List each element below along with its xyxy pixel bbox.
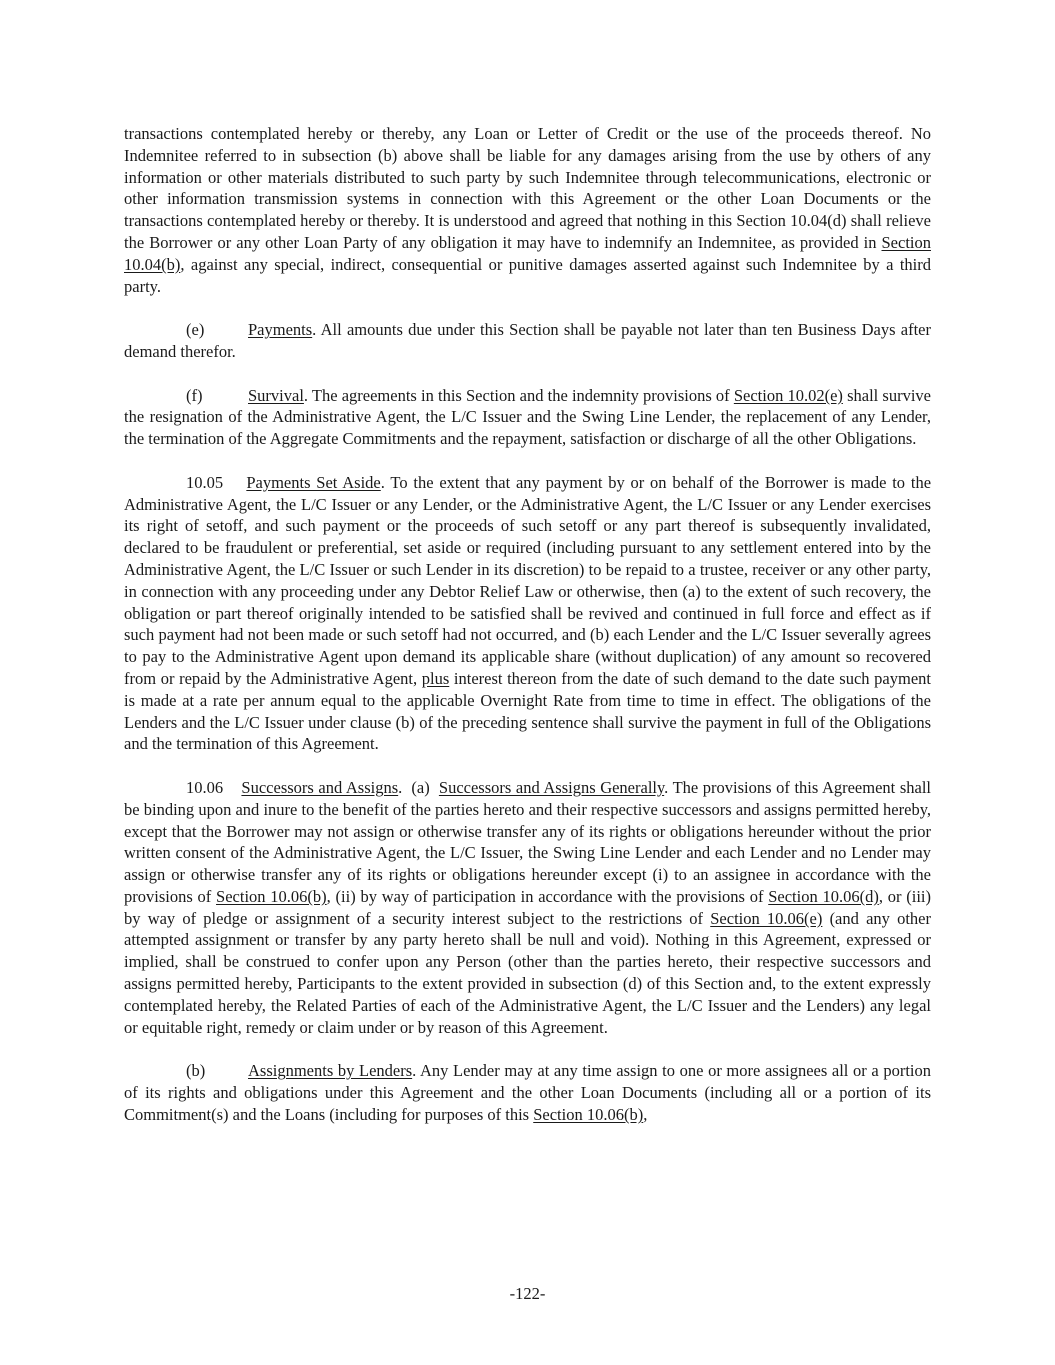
section-number: 10.05 xyxy=(186,472,224,492)
paragraph-text: . Any Lender may at any time assign to one or more assignees all or a portion of its rights and obligations under this Agreement and the other Loan Documents (including all or a portion of its Commitment(s) and the Loans (including for purposes of this xyxy=(124,1061,931,1124)
paragraph-text: , xyxy=(643,1104,648,1124)
clause-heading: Survival xyxy=(248,385,304,405)
section-heading: Payments Set Aside xyxy=(246,472,381,492)
paragraph-payments xyxy=(124,319,931,363)
paragraph-survival xyxy=(124,385,931,450)
emphasis-plus: plus xyxy=(421,668,450,688)
clause-heading: Payments xyxy=(248,320,313,340)
clause-label: (f) xyxy=(186,385,203,405)
section-reference: Section 10.04(b) xyxy=(124,232,931,274)
paragraph-text: , (ii) by way of participation in accordance with the provisions of xyxy=(326,886,769,906)
paragraph-text: shall survive the resignation of the Administrative Agent, the L/C Issuer and the Swing Line Lender, the replacement of any Lender, the termination of the Aggregate Commitments and the repayment, satisfaction or discharge of all the other Obligations. xyxy=(124,385,931,449)
paragraph-text: , against any special, indirect, consequential or punitive damages asserted against such Indemnitee by a third party. xyxy=(124,254,931,296)
page-number: -122- xyxy=(509,1284,546,1303)
subsection-heading: Successors and Assigns Generally xyxy=(438,777,665,797)
section-reference: Section 10.02(e) xyxy=(733,385,843,405)
paragraph-text: . All amounts due under this Section shall be payable not later than ten Business Days after demand therefor. xyxy=(124,320,931,361)
paragraph-text: . To the extent that any payment by or on behalf of the Borrower is made to the Administrative Agent, the L/C Issuer or any Lender, or the Administrative Agent, the L/C Issuer or any Lender exercises its right of setoff, and such payment or the proceeds of such setoff or any part thereof is subsequently invalidated, declared to be fraudulent or preferential, set aside or required (including pursuant to any settlement entered into by the Administrative Agent, the L/C Issuer or such Lender in its discretion) to be repaid to a trustee, receiver or any other party, in connection with any proceeding under any Debtor Relief Law or otherwise, then (a) to the extent of such recovery, the obligation or part thereof originally intended to be satisfied shall be revived and continued in full force and effect as if such payment had not been made or such setoff had not occurred, and (b) each Lender and the L/C Issuer severally agrees to pay to the Administrative Agent upon demand its applicable share (without duplication) of any amount so recovered from or repaid by the Administrative Agent, xyxy=(124,472,932,688)
clause-label: (e) xyxy=(186,320,205,340)
document-page xyxy=(124,123,931,1147)
section-heading: Successors and Assigns xyxy=(241,777,399,797)
paragraph-assignments-by-lenders xyxy=(124,1060,931,1125)
paragraph-text: . The agreements in this Section and the indemnity provisions of xyxy=(303,385,734,405)
section-reference: Section 10.06(b) xyxy=(533,1104,644,1124)
paragraph-text: . The provisions of this Agreement shall be binding upon and inure to the benefit of the parties hereto and their respective successors and assigns permitted hereby, except that the Borrower may not assign or otherwise transfer any of its rights or obligations hereunder without the prior written consent of the Administrative Agent, the L/C Issuer, the Swing Line Lender and each Lender and no Lender may assign or otherwise transfer any of its rights or obligations hereunder except (i) to an assignee in accordance with the provisions of xyxy=(124,777,931,906)
paragraph-indemnity-continuation xyxy=(124,123,931,297)
paragraph-text: interest thereon from the date of such demand to the date such payment is made at a rate per annum equal to the applicable Overnight Rate from time to time in effect. The obligations of the Lenders and the L/C Issuer under clause (b) of the preceding sentence shall survive the payment in full of the Obligations and the termination of this Agreement. xyxy=(124,668,931,754)
section-reference: Section 10.06(d) xyxy=(768,886,879,906)
paragraph-text: (and any other attempted assignment or transfer by any party hereto shall be null and void). Nothing in this Agreement, expressed or implied, shall be construed to confer upon any Person (other than the parties hereto, their respective successors and assigns permitted hereby, Participants to the extent provided in subsection (d) of this Section and, to the extent expressly contemplated hereby, the Related Parties of each of the Administrative Agent, the L/C Issuer and the Lenders) any legal or equitable right, remedy or claim under or by reason of this Agreement. xyxy=(124,908,931,1037)
section-reference: Section 10.06(e) xyxy=(710,908,823,928)
section-10-06 xyxy=(124,777,931,1039)
separator-text: . (a) xyxy=(398,777,439,797)
section-10-05 xyxy=(124,472,931,755)
paragraph-text: , or (iii) by way of pledge or assignment of a security interest subject to the restrictions of xyxy=(124,886,931,928)
section-reference: Section 10.06(b) xyxy=(216,886,327,906)
clause-label: (b) xyxy=(186,1061,206,1081)
clause-heading: Assignments by Lenders xyxy=(248,1061,413,1081)
section-number: 10.06 xyxy=(186,777,224,797)
paragraph-text: transactions contemplated hereby or thereby, any Loan or Letter of Credit or the use of the proceeds thereof. No Indemnitee referred to in subsection (b) above shall be liable for any damages arising from the use by others of any information or other materials distributed to such party by such Indemnitee through telecommunications, electronic or other information transmission systems in connection with this Agreement or the other Loan Documents or the transactions contemplated hereby or thereby. It is understood and agreed that nothing in this Section 10.04(d) shall relieve the Borrower or any other Loan Party of any obligation it may have to indemnify an Indemnitee, as provided in xyxy=(124,124,931,252)
